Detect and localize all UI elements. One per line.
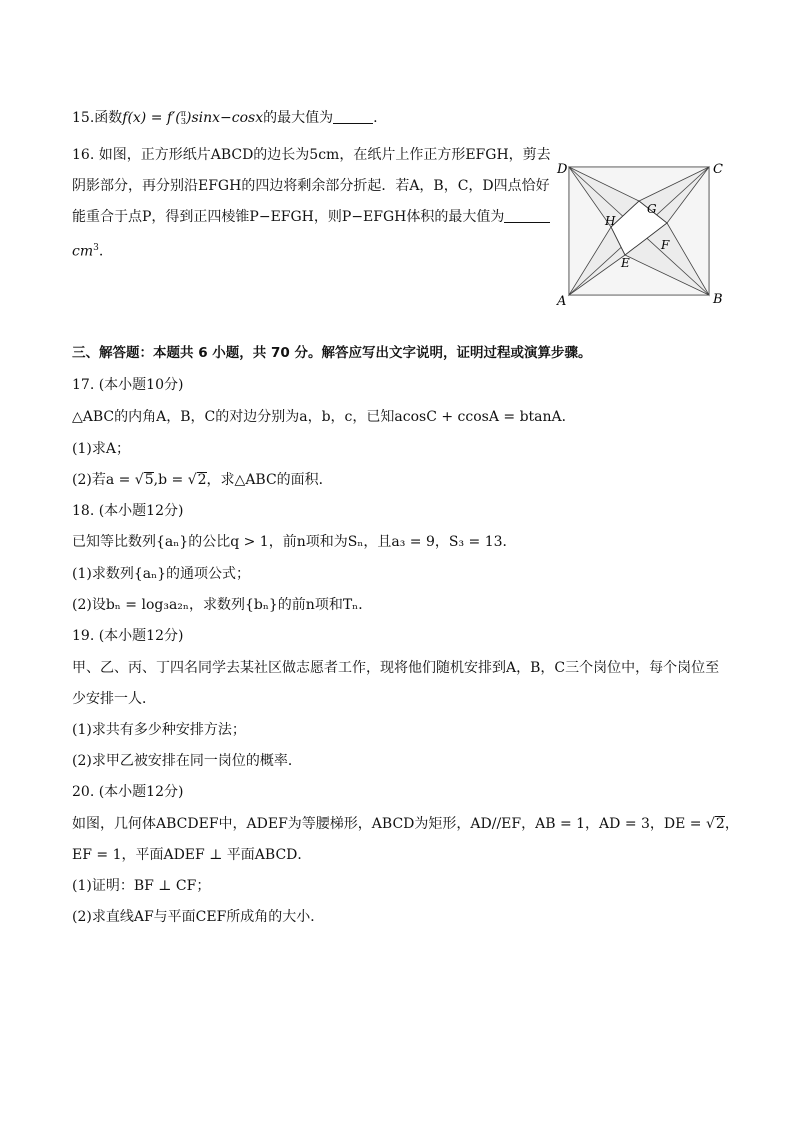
label-e: E: [621, 256, 630, 270]
label-f: F: [661, 238, 670, 252]
question-20-part-1: (1)证明：BF ⊥ CF；: [72, 878, 211, 894]
question-16-line-2: 阴影部分，再分别沿EFGH的四边将剩余部分折起．若A，B，C，D四点恰好: [72, 178, 550, 194]
question-19-part-1: (1)求共有多少种安排方法；: [72, 722, 246, 738]
question-17-head: 17. (本小题10分): [72, 377, 184, 393]
question-18-part-2: (2)设bₙ = log₃a₂ₙ，求数列{bₙ}的前n项和Tₙ．: [72, 597, 373, 613]
label-h: H: [605, 214, 616, 228]
question-19-head: 19. (本小题12分): [72, 628, 184, 644]
question-20-head: 20. (本小题12分): [72, 784, 184, 800]
section-3-heading: 三、解答题：本题共 6 小题，共 70 分。解答应写出文字说明，证明过程或演算步骤。: [72, 345, 592, 361]
question-17-stem: △ABC的内角A，B，C的对边分别为a，b，c，已知acosC + ccosA = btanA．: [72, 409, 576, 425]
question-20-part-2: (2)求直线AF与平面CEF所成角的大小．: [72, 909, 325, 925]
question-19-part-2: (2)求甲乙被安排在同一岗位的概率．: [72, 753, 302, 769]
label-d: D: [557, 162, 568, 177]
fraction-pi-over-3: π 3: [180, 109, 186, 126]
question-17-part-1: (1)求A；: [72, 441, 130, 457]
label-b: B: [713, 292, 723, 307]
answer-blank: [333, 109, 373, 124]
label-g: G: [647, 202, 657, 216]
square-paper-figure: [555, 155, 725, 310]
question-16-line-1: 16. 如图，正方形纸片ABCD的边长为5cm，在纸片上作正方形EFGH，剪去: [72, 147, 551, 163]
question-20-stem-1: 如图，几何体ABCDEF中，ADEF为等腰梯形，ABCD为矩形，AD//EF，AB = 1，AD = 3，DE = √2，: [72, 816, 739, 832]
question-19-stem-2: 少安排一人．: [72, 691, 156, 707]
question-15: 15.函数f(x) = f′( π 3 )sinx−cosx的最大值为 .: [72, 109, 378, 126]
label-a: A: [557, 294, 567, 309]
question-18-head: 18. (本小题12分): [72, 503, 184, 519]
question-17-part-2: (2)若a = √5,b = √2，求△ABC的面积．: [72, 472, 333, 488]
question-19-stem-1: 甲、乙、丙、丁四名同学去某社区做志愿者工作，现将他们随机安排到A，B，C三个岗位中，每个岗位至: [72, 660, 720, 676]
question-18-stem: 已知等比数列{aₙ}的公比q > 1，前n项和为Sₙ，且a₃ = 9，S₃ = 13．: [72, 534, 517, 550]
question-18-part-1: (1)求数列{aₙ}的通项公式；: [72, 566, 251, 582]
question-16-line-4: $cm^3$.: [72, 243, 104, 260]
question-16-line-3: 能重合于点P，得到正四棱锥P−EFGH，则P−EFGH体积的最大值为: [72, 207, 550, 227]
question-20-stem-2: EF = 1，平面ADEF ⊥ 平面ABCD．: [72, 847, 312, 863]
answer-blank: [504, 208, 550, 223]
label-c: C: [713, 162, 723, 177]
